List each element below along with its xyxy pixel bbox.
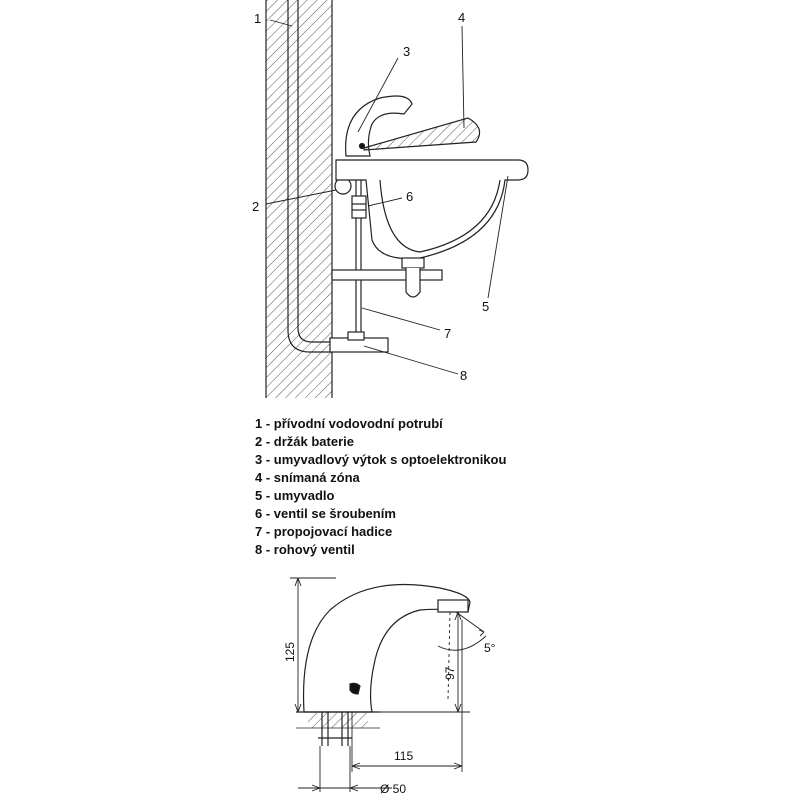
- legend-text: držák baterie: [273, 434, 354, 449]
- legend-text: rohový ventil: [273, 542, 355, 557]
- dim-50-label: Ø 50: [380, 782, 407, 796]
- legend-item-3: [255, 451, 506, 469]
- legend-number: 7: [255, 524, 263, 539]
- connecting-hose: [356, 230, 361, 332]
- legend-item-1: [255, 415, 506, 433]
- dim-50-line: [298, 746, 392, 792]
- callout-3: 3: [403, 44, 411, 59]
- callout-7: 7: [444, 326, 452, 341]
- legend-number: 2: [255, 434, 263, 449]
- sensed-zone: [364, 118, 480, 150]
- legend-item-2: [255, 433, 506, 451]
- sensor-window: [350, 683, 360, 694]
- callout-1: 1: [254, 11, 262, 26]
- wall: [266, 0, 332, 398]
- legend-item-6: [255, 505, 506, 523]
- callout-2: 2: [252, 199, 260, 214]
- legend-separator: -: [262, 416, 274, 431]
- legend-item-7: [255, 523, 506, 541]
- legend-item-8: [255, 541, 506, 559]
- legend-number: 3: [255, 452, 263, 467]
- legend-separator: -: [262, 488, 274, 503]
- support-bar: [332, 270, 442, 280]
- legend-separator: -: [262, 452, 274, 467]
- legend-list: [255, 415, 506, 559]
- legend-number: 8: [255, 542, 263, 557]
- legend-text: propojovací hadice: [273, 524, 393, 539]
- callout-6: 6: [406, 189, 414, 204]
- legend-number: 1: [255, 416, 263, 431]
- legend-number: 5: [255, 488, 263, 503]
- dim-97-label: 97: [443, 666, 457, 680]
- legend-separator: -: [262, 470, 274, 485]
- legend-separator: -: [262, 434, 274, 449]
- legend-separator: -: [262, 542, 274, 557]
- installation-diagram: [266, 0, 528, 398]
- callout-4: 4: [458, 10, 466, 25]
- dim-125-label: 125: [283, 641, 297, 662]
- legend-number: 4: [255, 470, 263, 485]
- legend-text: ventil se šroubením: [273, 506, 396, 521]
- legend-number: 6: [255, 506, 263, 521]
- dim-angle-label: 5°: [484, 641, 496, 655]
- callout-5: 5: [482, 299, 490, 314]
- dimension-drawing: [290, 578, 486, 792]
- legend-text: umyvadlo: [273, 488, 335, 503]
- legend-separator: -: [262, 506, 274, 521]
- valve-fitting: [352, 196, 366, 218]
- callout-8: 8: [460, 368, 468, 383]
- legend-text: umyvadlový výtok s optoelektronikou: [273, 452, 507, 467]
- legend-text: přívodní vodovodní potrubí: [273, 416, 443, 431]
- legend-item-5: [255, 487, 506, 505]
- legend-separator: -: [262, 524, 274, 539]
- legend-text: snímaná zóna: [273, 470, 360, 485]
- legend-item-4: [255, 469, 506, 487]
- dim-97-line: [380, 612, 470, 712]
- dim-115-label: 115: [394, 749, 414, 763]
